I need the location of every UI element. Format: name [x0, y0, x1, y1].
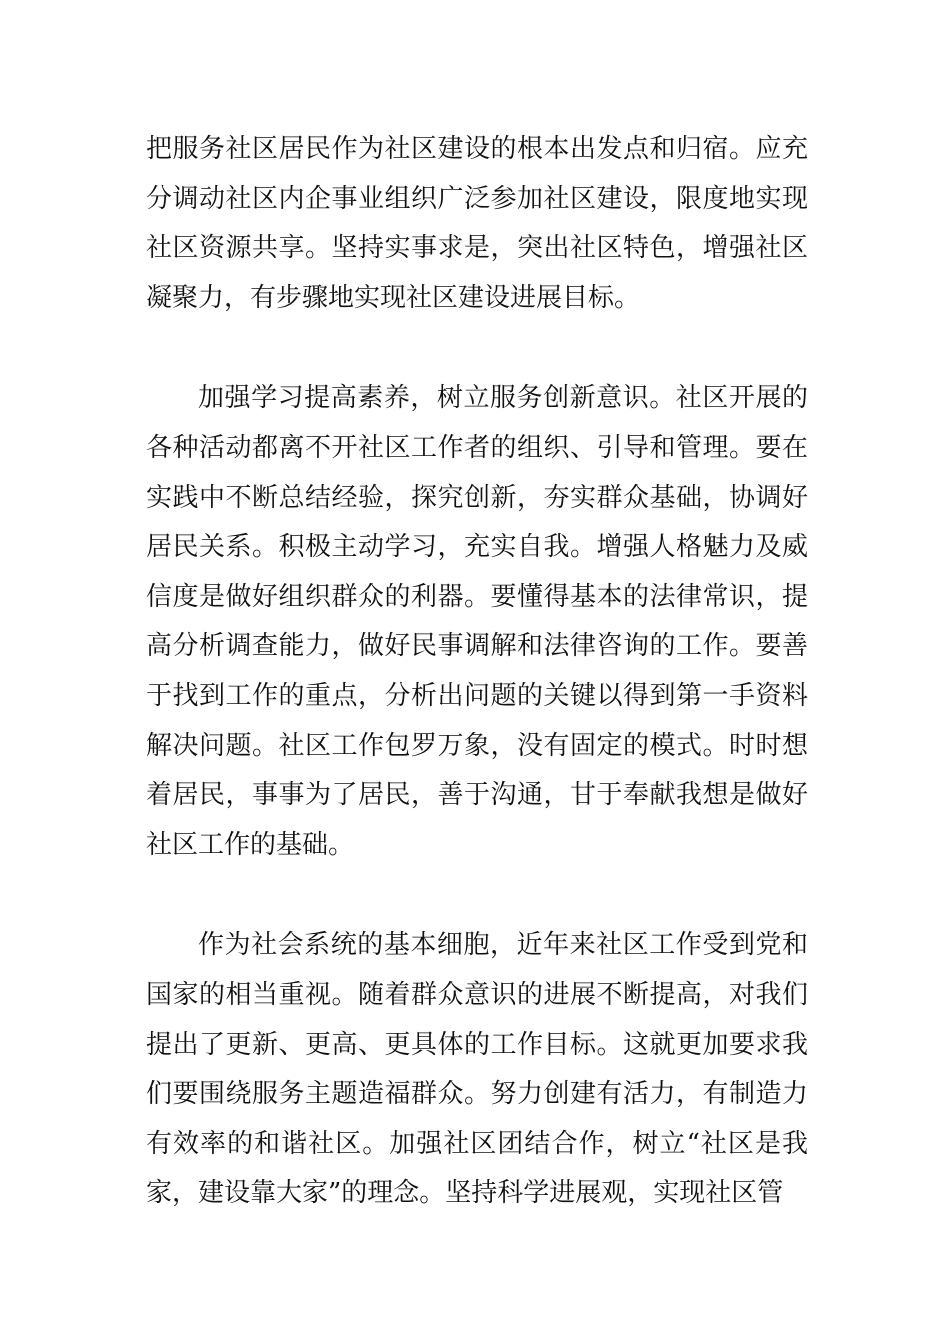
paragraph-community-harmony: 作为社会系统的基本细胞，近年来社区工作受到党和国家的相当重视。随着群众意识的进展不断提高，对我们提出了更新、更高、更具体的工作目标。这就更加要求我们要围绕服务主题造福群众。努力创建有活力，有制造力有效率的和谐社区。加强社区团结合作，树立“社区是我家，建设靠大家”的理念。坚持科学进展观，实现社区管 [146, 930, 808, 1209]
paragraph-continuation: 把服务社区居民作为社区建设的根本出发点和归宿。应充分调动社区内企事业组织广泛参加社区建设，限度地实现社区资源共享。坚持实事求是，突出社区特色，增强社区凝聚力，有步骤地实现社区建设进展目标。 [146, 134, 808, 313]
document-body [146, 125, 808, 1219]
paragraph-study-innovation: 加强学习提高素养，树立服务创新意识。社区开展的各种活动都离不开社区工作者的组织、引导和管理。要在实践中不断总结经验，探究创新，夯实群众基础，协调好居民关系。积极主动学习，充实自我。增强人格魅力及威信度是做好组织群众的利器。要懂得基本的法律常识，提高分析调查能力，做好民事调解和法律咨询的工作。要善于找到工作的重点，分析出问题的关键以得到第一手资料解决问题。社区工作包罗万象，没有固定的模式。时时想着居民，事事为了居民，善于沟通，甘于奉献我想是做好社区工作的基础。 [146, 383, 808, 860]
